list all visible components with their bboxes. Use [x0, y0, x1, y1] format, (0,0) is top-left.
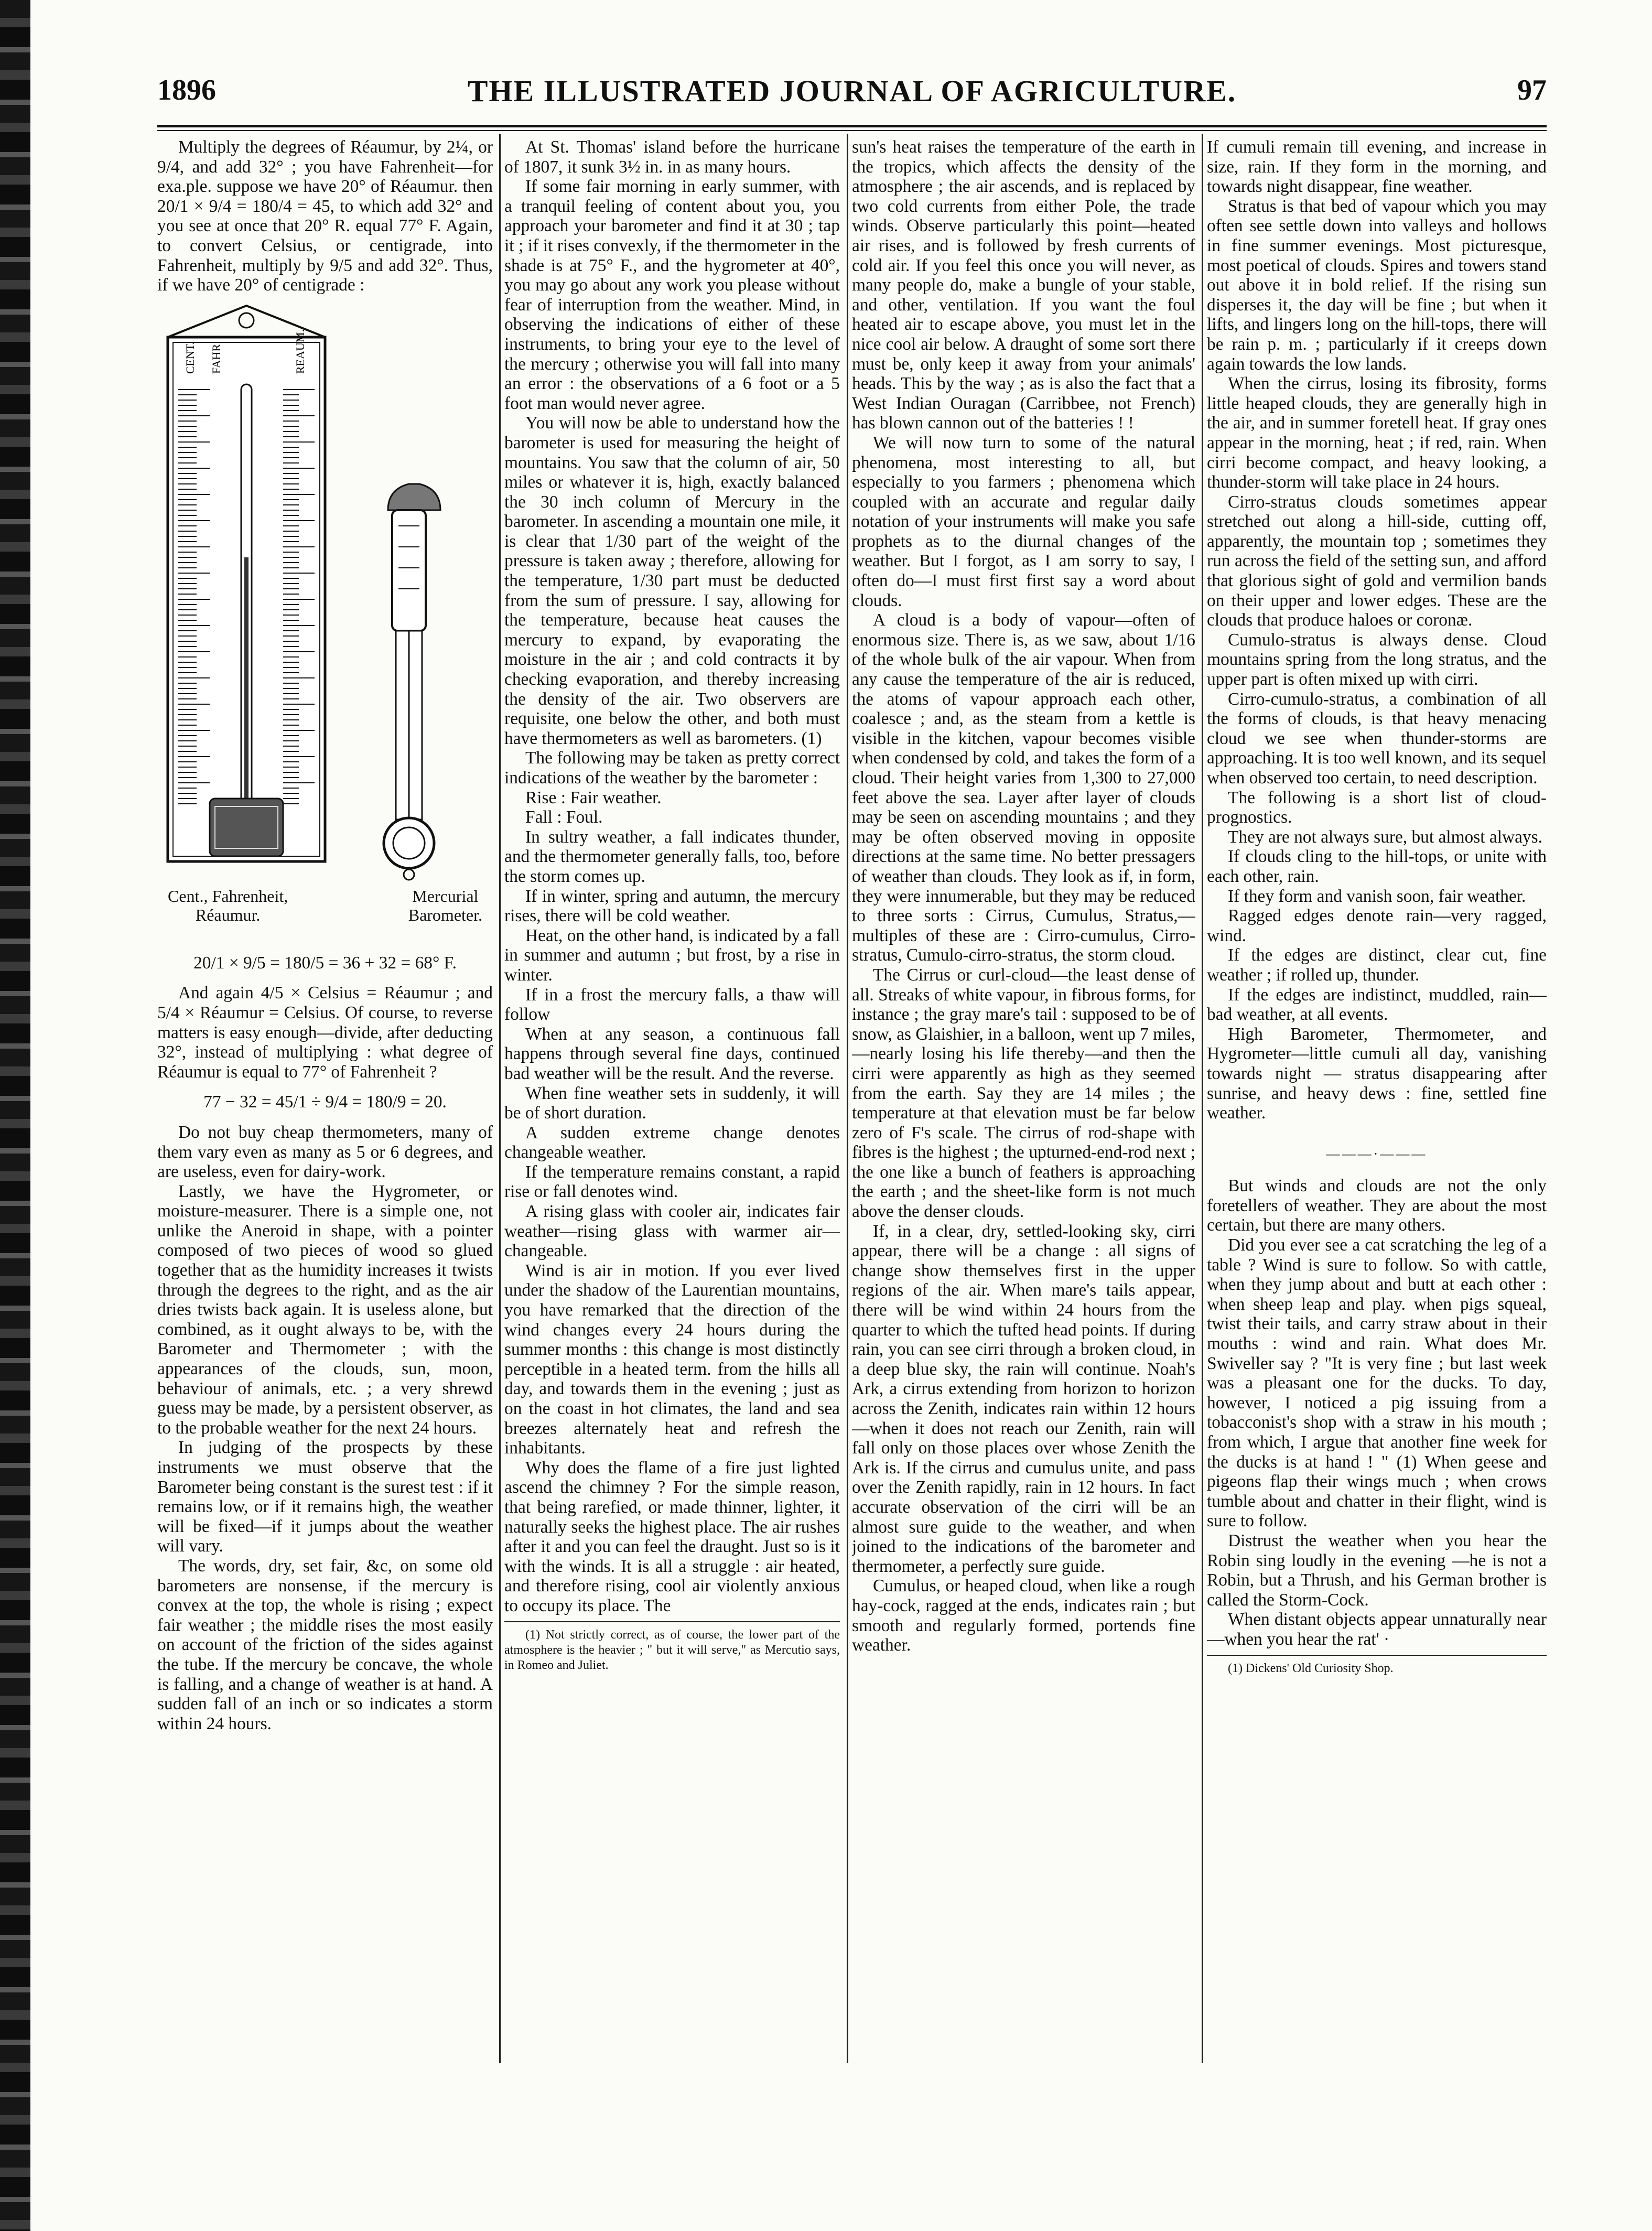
paragraph: If the edges are distinct, clear cut, fine weather ; if rolled up, thunder. [1207, 945, 1547, 985]
paragraph: A rising glass with cooler air, indicates fair weather—rising glass with warmer air—changeable. [504, 1202, 840, 1261]
paragraph: Cirro-cumulo-stratus, a combination of all the forms of clouds, is that heavy menacing cloud we see when thunder-storms are approaching. It is too well known, and its sequel when observed too certain, to need description. [1207, 689, 1547, 788]
instrument-figure [157, 295, 493, 943]
paragraph: Distrust the weather when you hear the Robin sing loudly in the evening —he is not a Robin, but a Thrush, and his German brother is called the Storm-Cock. [1207, 1531, 1547, 1610]
section-separator: ———·——— [1326, 1146, 1428, 1161]
paragraph: You will now be able to understand how the barometer is used for measuring the height of mountains. You saw that the column of air, 50 miles or whatever it is, high, exactly balanced the 30 inch column of Mercury in the barometer. In ascending a mountain one mile, it is clear that 1/30 part of the weight of the pressure is taken away ; therefore, allowing for the temperature, 1/30 part must be deducted from the sum of pressure. I say, allowing for the temperature, because heat causes the mercury to expand, by evaporating the moisture in the air ; and cold contracts it by checking evaporation, and thereby increasing the density of the air. Two observers are requisite, one below the other, and both must have thermometers as well as barometers. (1) [504, 413, 840, 748]
paragraph: High Barometer, Thermometer, and Hygrometer—little cumuli all day, vanishing towards night — stratus disappearing after sunrise, and heavy dews : fine, settled fine weather. [1207, 1024, 1547, 1123]
thermo-label-reaum: REAUM. [294, 329, 307, 374]
paragraph: If, in a clear, dry, settled-looking sky, cirri appear, there will be a change : all signs of change show themselves first in the upper regions of the air. When mare's tails appear, there will be wind within 24 hours from the quarter to which the tufted head points. If during rain, you can see cirri through a broken cloud, in a deep blue sky, the rain will continue. Noah's Ark, a cirrus extending from horizon to horizon across the Zenith, indicates rain within 12 hours—when it does not reach our Zenith, rain will fall only on those places over whose Zenith the Ark is. If the cirrus and cumulus unite, and pass over the Zenith rapidly, rain in 12 hours. In fact accurate observation of the cirri will be an almost sure guide to the weather, and when joined to the indications of the barometer and thermometer, a perfectly sure guide. [852, 1221, 1195, 1576]
paragraph: If cumuli remain till evening, and increase in size, rain. If they form in the morning, and towards night disappear, fine weather. [1207, 137, 1547, 197]
column-2 [504, 137, 840, 2062]
page-number: 97 [1517, 74, 1547, 106]
paragraph: If in a frost the mercury falls, a thaw will follow [504, 985, 840, 1025]
caption-barometer: Mercurial Barometer. [408, 887, 482, 925]
column-4 [1207, 137, 1547, 2062]
thermo-label-cent: CENT. [183, 341, 197, 374]
paragraph: If some fair morning in early summer, with a tranquil feeling of content about you, you approach your barometer and find it at 30 ; tap it ; if it rises convexly, if the thermometer in the shade is at 75° F., and the hygrometer at 40°, you may go about any work you please without fear of interruption from the weather. Mind, in observing the indications of either of these instruments, to bring your eye to the level of the mercury ; otherwise you will fall into many an error : the observations of a 6 foot or a 5 foot man would never agree. [504, 177, 840, 413]
paragraph: If in winter, spring and autumn, the mercury rises, there will be cold weather. [504, 886, 840, 926]
barometer [384, 484, 440, 880]
paragraph: Why does the flame of a fire just lighted ascend the chimney ? For the simple reason, that being rarefied, or made thinner, lighter, it naturally seeks the highest place. The air rushes after it and you can feel the draught. Just so is it with the winds. It is all a struggle : air heated, and therefore rising, cool air violently anxious to occupy its place. The [504, 1458, 840, 1615]
paragraph: Lastly, we have the Hygrometer, or moisture-measurer. There is a simple one, not unlike the Aneroid in shape, with a pointer composed of two pieces of wood so glued together that as the humidity increases it twists through the degrees to the right, and as the air dries twists back again. It is useless alone, but combined, as it ought always to be, with the Barometer and Thermometer ; with the appearances of the clouds, sun, moon, behaviour of animals, etc. ; a very shrewd guess may be made, by a persistent observer, as to the probable weather for the next 24 hours. [157, 1181, 493, 1438]
paragraph: And again 4/5 × Celsius = Réaumur ; and 5/4 × Réaumur = Celsius. Of course, to reverse matters is easy enough—divide, after deducting 32°, instead of multiplying : what degree of Réaumur is equal to 77° of Fahrenheit ? [157, 983, 493, 1082]
paragraph: sun's heat raises the temperature of the earth in the tropics, which affects the density of the atmosphere ; the air ascends, and is replaced by two cold currents from either Pole, the trade winds. Observe particularly this point—heated air rises, and is followed by fresh currents of cold air. If you feel this once you will never, as many people do, make a bungle of your stable, and other, ventilation. If you want the foul heated air to escape above, you must let in the nice cool air below. A draught of some sort there must be, only keep it away from your animals' heads. This by the way ; as is also the fact that a West Indian Ouragan (Carribbee, not French) has blown cannon out of the batteries ! ! [852, 137, 1195, 433]
binding-edge [0, 0, 30, 2231]
paragraph: Cumulus, or heaped cloud, when like a rough hay-cock, ragged at the ends, indicates rain ; but smooth and regularly formed, portends fine weather. [852, 1576, 1195, 1655]
column-3 [852, 137, 1195, 2062]
paragraph: When the cirrus, losing its fibrosity, forms little heaped clouds, they are generally high in the air, and in summer foretell heat. If gray ones appear in the morning, heat ; if red, rain. When cirri become compact, and heavy looking, a thunder-storm will take place in 24 hours. [1207, 374, 1547, 492]
paragraph: Stratus is that bed of vapour which you may often see settle down into valleys and hollows in fine summer evenings. Most picturesque, most poetical of clouds. Spires and towers stand out above it in bold relief. If the rising sun disperses it, the day will be fine ; but when it lifts, and lingers long on the hill-tops, there will be rain p. m. ; particularly if it creeps down again towards the low lands. [1207, 196, 1547, 374]
paragraph: The following is a short list of cloud-prognostics. [1207, 788, 1547, 827]
indication: Rise : Fair weather. [525, 788, 662, 807]
footnote: (1) Not strictly correct, as of course, the lower part of the atmosphere is the heavier ; " but it will serve," as Mercutio says, in Romeo and Juliet. [504, 1628, 840, 1672]
column-divider-2 [847, 134, 848, 2063]
footnote-rule [504, 1621, 840, 1622]
paragraph: When at any season, a continuous fall happens through several fine days, continued bad weather will be the result. And the reverse. [504, 1024, 840, 1083]
instrument-illustration [157, 295, 493, 882]
journal-title: THE ILLUSTRATED JOURNAL OF AGRICULTURE. [467, 74, 1237, 108]
paragraph: The following may be taken as pretty correct indications of the weather by the barometer : [504, 748, 840, 788]
column-1 [157, 137, 493, 2062]
paragraph: If the edges are indistinct, muddled, rain—bad weather, at all events. [1207, 985, 1547, 1025]
paragraph: Wind is air in motion. If you ever lived under the shadow of the Laurentian mountains, you have remarked that the direction of the wind changes every 24 hours during the summer months : this change is most distinctly perceptible in a heated term. from the hills all day, and towards them in the evening ; just as on the coast in hot climates, the land and sea breezes alternately heat and refresh the inhabitants. [504, 1260, 840, 1458]
footnote-rule [1207, 1655, 1547, 1656]
paragraph: Cirro-stratus clouds sometimes appear stretched out along a hill-side, cutting off, apparently, the mountain top ; sometimes they run across the field of the setting sun, and afford that glorious sight of gold and vermilion bands on their upper and lower edges. These are the clouds that produce haloes or coronæ. [1207, 492, 1547, 630]
column-divider-1 [499, 134, 501, 2063]
paragraph: In sultry weather, a fall indicates thunder, and the thermometer generally falls, too, before the storm comes up. [504, 827, 840, 886]
paragraph: When distant objects appear unnaturally near—when you hear the rat' · [1207, 1610, 1547, 1649]
paragraph: Did you ever see a cat scratching the leg of a table ? Wind is sure to follow. So with cattle, when they jump about and butt at each other : when sheep leap and play. when pigs squeal, twist their tails, and carry straw about in their mouths : wind and rain. What does Mr. Swiveller say ? "It is very fine ; but last week was a pleasant one for the ducks. To day, however, I noticed a pig issuing from a tobacconist's shop with a straw in his mouth ; from which, I argue that another fine week for the ducks is at hand ! " (1) When geese and pigeons flap their wings much ; when crows tumble about and chatter in their flight, wind is sure to follow. [1207, 1235, 1547, 1531]
paragraph: Multiply the degrees of Réaumur, by 2¼, or 9/4, and add 32° ; you have Fahrenheit—for exa.ple. suppose we have 20° of Réaumur. then 20/1 × 9/4 = 180/4 = 45, to which add 32° and you see at once that 20° R. equal 77° F. Again, to convert Celsius, or centigrade, into Fahrenheit, multiply by 9/5 and add 32°. Thus, if we have 20° of centigrade : [157, 137, 493, 295]
paragraph: Cumulo-stratus is always dense. Cloud mountains spring from the long stratus, and the upper part is often mixed up with cirri. [1207, 630, 1547, 689]
footnote: (1) Dickens' Old Curiosity Shop. [1228, 1661, 1394, 1675]
paragraph: If the temperature remains constant, a rapid rise or fall denotes wind. [504, 1162, 840, 1202]
paragraph: They are not always sure, but almost always. [1228, 827, 1542, 847]
thermo-label-fahr: FAHR. [210, 341, 223, 374]
header-rule-thin [157, 130, 1547, 131]
caption-thermometer: Cent., Fahrenheit, Réaumur. [168, 887, 288, 925]
paragraph: At St. Thomas' island before the hurricane of 1807, it sunk 3½ in. in as many hours. [504, 137, 840, 177]
page-year: 1896 [157, 74, 216, 106]
column-divider-3 [1202, 134, 1203, 2063]
thermometer-board [168, 306, 325, 861]
paragraph: In judging of the prospects by these instruments we must observe that the Barometer being constant is the surest test : if it remains low, or if it remains high, the weather will be fixed—if it jumps about the weather will vary. [157, 1438, 493, 1556]
indication: Fall : Foul. [525, 807, 603, 827]
paragraph: A sudden extreme change denotes changeable weather. [504, 1123, 840, 1162]
paragraph: A cloud is a body of vapour—often of enormous size. There is, as we saw, about 1/16 of the whole bulk of the air vapour. When from any cause the temperature of the air is reduced, the atoms of vapour approach each other, coalesce ; and, as the steam from a kettle is visible in the kitchen, vapour becomes visible when condensed by cold, and takes the form of a cloud. Their height varies from 1,300 to 27,000 feet above the sea. Layer after layer of clouds may be seen on ascending mountains ; and they may be often observed moving in opposite directions at the same time. No better pressagers of weather than clouds. They look as if, in form, they were innumerable, but they may be reduced to three sorts : Cirrus, Cumulus, Stratus,—multiples of these are : Cirro-cumulus, Cirro-stratus, Cumulo-cirro-stratus, the storm cloud. [852, 610, 1195, 965]
paragraph: The Cirrus or curl-cloud—the least dense of all. Streaks of white vapour, in fibrous forms, for instance ; the gray mare's tail : supposed to be of snow, as Glaishier, in a balloon, went up 7 miles,—nearly losing his life thereby—and then the cirri were apparently as high as they seemed from the earth. Say they are 14 miles ; the temperature at that elevation must be far below zero of F's scale. The cirrus of rod-shape with fibres is the highest ; the upturned-end-rod next ; the one like a bunch of feathers is approaching the earth ; and the sheet-like form is not much above the denser clouds. [852, 965, 1195, 1222]
paragraph: When fine weather sets in suddenly, it will be of short duration. [504, 1083, 840, 1123]
paragraph: The words, dry, set fair, &c, on some old barometers are nonsense, if the mercury is convex at the top, the whole is rising ; expect fair weather ; the middle rises the most easily on account of the friction of the sides against the tube. If the mercury be concave, the whole is falling, and a change of weather is at hand. A sudden fall of an inch or so indicates a storm within 24 hours. [157, 1556, 493, 1733]
paragraph: Do not buy cheap thermometers, many of them vary even as many as 5 or 6 degrees, and are useless, even for dairy-work. [157, 1122, 493, 1182]
paragraph: If they form and vanish soon, fair weather. [1228, 886, 1526, 906]
equation: 20/1 × 9/5 = 180/5 = 36 + 32 = 68° F. [193, 953, 457, 973]
equation: 77 − 32 = 45/1 ÷ 9/4 = 180/9 = 20. [203, 1092, 447, 1112]
paragraph: Ragged edges denote rain—very ragged, wind. [1207, 906, 1547, 945]
paragraph: If clouds cling to the hill-tops, or unite with each other, rain. [1207, 847, 1547, 886]
page-header [157, 73, 1547, 123]
paragraph: But winds and clouds are not the only foretellers of weather. They are about the most certain, but there are many others. [1207, 1176, 1547, 1235]
paragraph: We will now turn to some of the natural phenomena, most interesting to all, but especially to you farmers ; phenomena which coupled with an accurate and regular daily notation of your instruments will make you safe prophets as to the diurnal changes of the weather. But I forgot, as I am sorry to say, I often do—I must first first say a word about clouds. [852, 433, 1195, 610]
header-rule-thick [157, 125, 1547, 127]
paragraph: Heat, on the other hand, is indicated by a fall in summer and autumn ; but frost, by a rise in winter. [504, 925, 840, 985]
